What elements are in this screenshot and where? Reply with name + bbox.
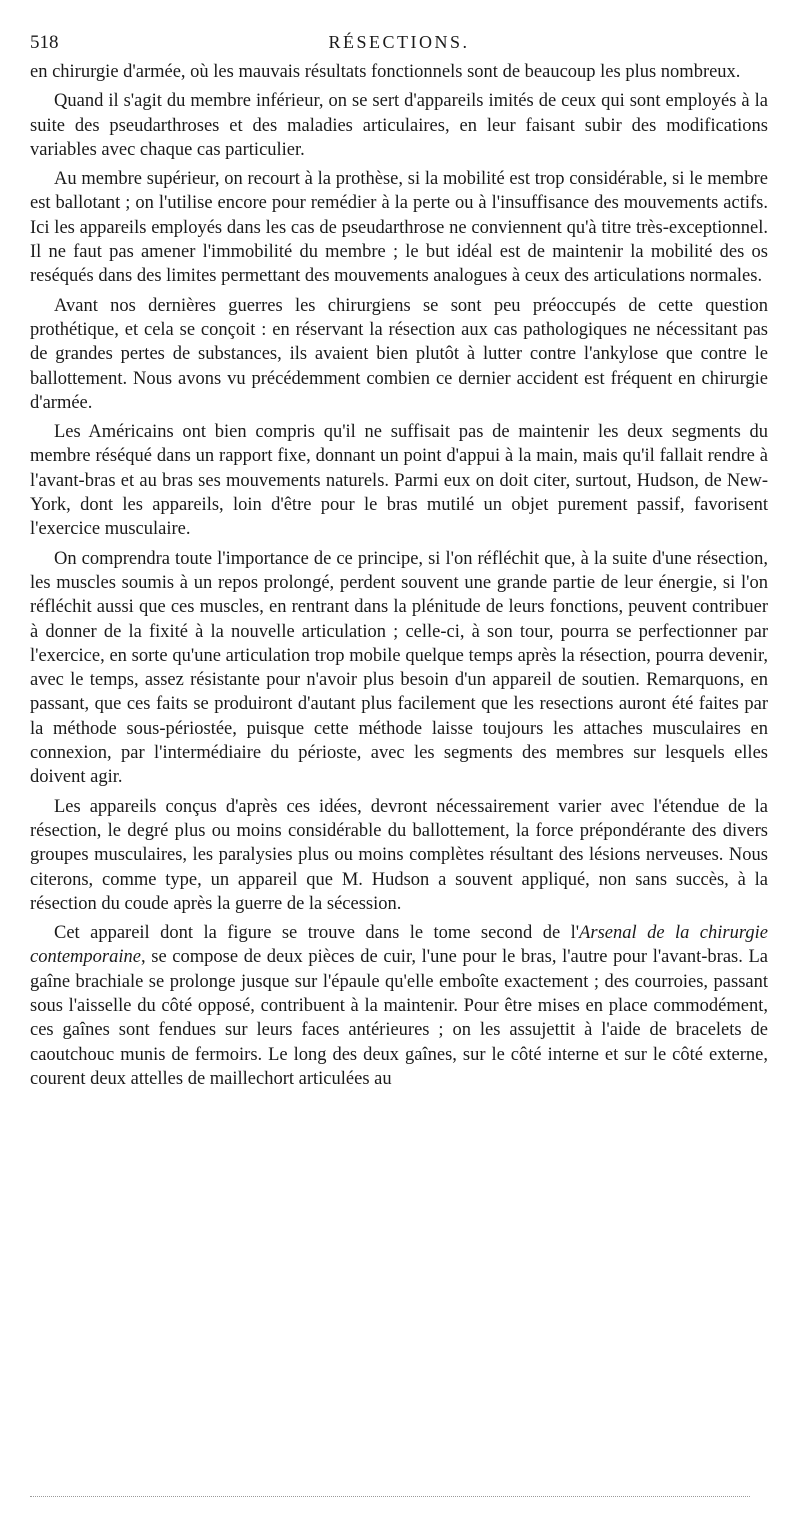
- footer-dotted-rule: [30, 1496, 750, 1497]
- book-page: [30, 18, 768, 1091]
- paragraph-text-after: , se compose de deux pièces de cuir, l'une pour le bras, l'autre pour l'avant-bras. La gaîne brachiale se prolonge jusque sur l'épaule qu'elle emboîte exactement ; des courroies, passant sous l'aisselle du côté opposé, contribuent à la maintenir. Pour être mises en place commodément, ces gaînes sont fendues sur leurs faces antérieures ; on les assujettit à l'aide de bracelets de caoutchouc munis de fermoirs. Le long des deux gaînes, sur le côté interne et sur le côté externe, courent deux attelles de maillechort articulées au: [30, 947, 768, 1089]
- body-text: [30, 60, 768, 1091]
- paragraph-continuation: en chirurgie d'armée, où les mauvais résultats fonctionnels sont de beaucoup les plus nombreux.: [30, 62, 741, 82]
- paragraph-text-before: Cet appareil dont la figure se trouve dans le tome second de l': [54, 923, 580, 944]
- paragraph: Au membre supérieur, on recourt à la prothèse, si la mobilité est trop considérable, si le membre est ballotant ; on l'utilise encore pour remédier à la perte ou à l'insuffisance des mouvements actifs. Ici les appareils employés dans les cas de pseudarthrose ne conviennent qu'à titre très-exceptionnel. Il ne faut pas amener l'immobilité du membre ; le but idéal est de maintenir la mobilité des os reséqués dans des limites permettant des mouvements analogues à ceux des articulations normales.: [30, 169, 768, 287]
- page-number: 518: [30, 32, 59, 53]
- paragraph-last: [30, 921, 768, 1091]
- paragraph: Avant nos dernières guerres les chirurgiens se sont peu préoccupés de cette question prothétique, et cela se conçoit : en réservant la résection aux cas pathologiques ne nécessitant pas de grandes pertes de substances, ils avaient bien plutôt à lutter contre l'ankylose que contre le ballottement. Nous avons vu précédemment combien ce dernier accident est fréquent en chirurgie d'armée.: [30, 295, 768, 413]
- running-title: RÉSECTIONS.: [328, 32, 470, 52]
- book-title-citation: Arsenal de la chirurgie contemporaine: [30, 923, 768, 968]
- running-head: [30, 18, 768, 60]
- paragraph: On comprendra toute l'importance de ce principe, si l'on réfléchit que, à la suite d'une résection, les muscles soumis à un repos prolongé, perdent souvent une grande partie de leur énergie, si l'on réfléchit aussi que ces muscles, en rentrant dans la plénitude de leurs fonctions, peuvent contribuer à donner de la fixité à la nouvelle articulation ; celle-ci, à son tour, pourra se perfectionner par l'exercice, en sorte qu'une articulation trop mobile quelque temps après la résection, pourra devenir, avec le temps, assez résistante pour n'avoir plus besoin d'un appareil de soutien. Remarquons, en passant, que ces faits se produiront d'autant plus facilement que les resections auront été faites par la méthode sous-périostée, puisque cette méthode laisse toujours les attaches musculaires en connexion, par l'intermédiaire du périoste, avec les segments des membres sur lesquels elles doivent agir.: [30, 548, 768, 788]
- paragraph: Les appareils conçus d'après ces idées, devront nécessairement varier avec l'étendue de la résection, le degré plus ou moins considérable du ballottement, la force prépondérante des divers groupes musculaires, les paralysies plus ou moins complètes résultant des lésions nerveuses. Nous citerons, comme type, un appareil que M. Hudson a souvent appliqué, non sans succès, à la résection du coude après la guerre de la sécession.: [30, 796, 768, 914]
- paragraph: Les Américains ont bien compris qu'il ne suffisait pas de maintenir les deux segments du membre réséqué dans un rapport fixe, donnant un point d'appui à la main, mais qu'il fallait rendre à l'avant-bras et au bras ses mouvements naturels. Parmi eux on doit citer, surtout, Hudson, de New-York, dont les appareils, loin d'être pour le bras mutilé un objet purement passif, favorisent l'exercice musculaire.: [30, 422, 768, 540]
- paragraph: Quand il s'agit du membre inférieur, on se sert d'appareils imités de ceux qui sont employés à la suite des pseudarthroses et des maladies articulaires, en leur faisant subir des modifications variables avec chaque cas particulier.: [30, 91, 768, 160]
